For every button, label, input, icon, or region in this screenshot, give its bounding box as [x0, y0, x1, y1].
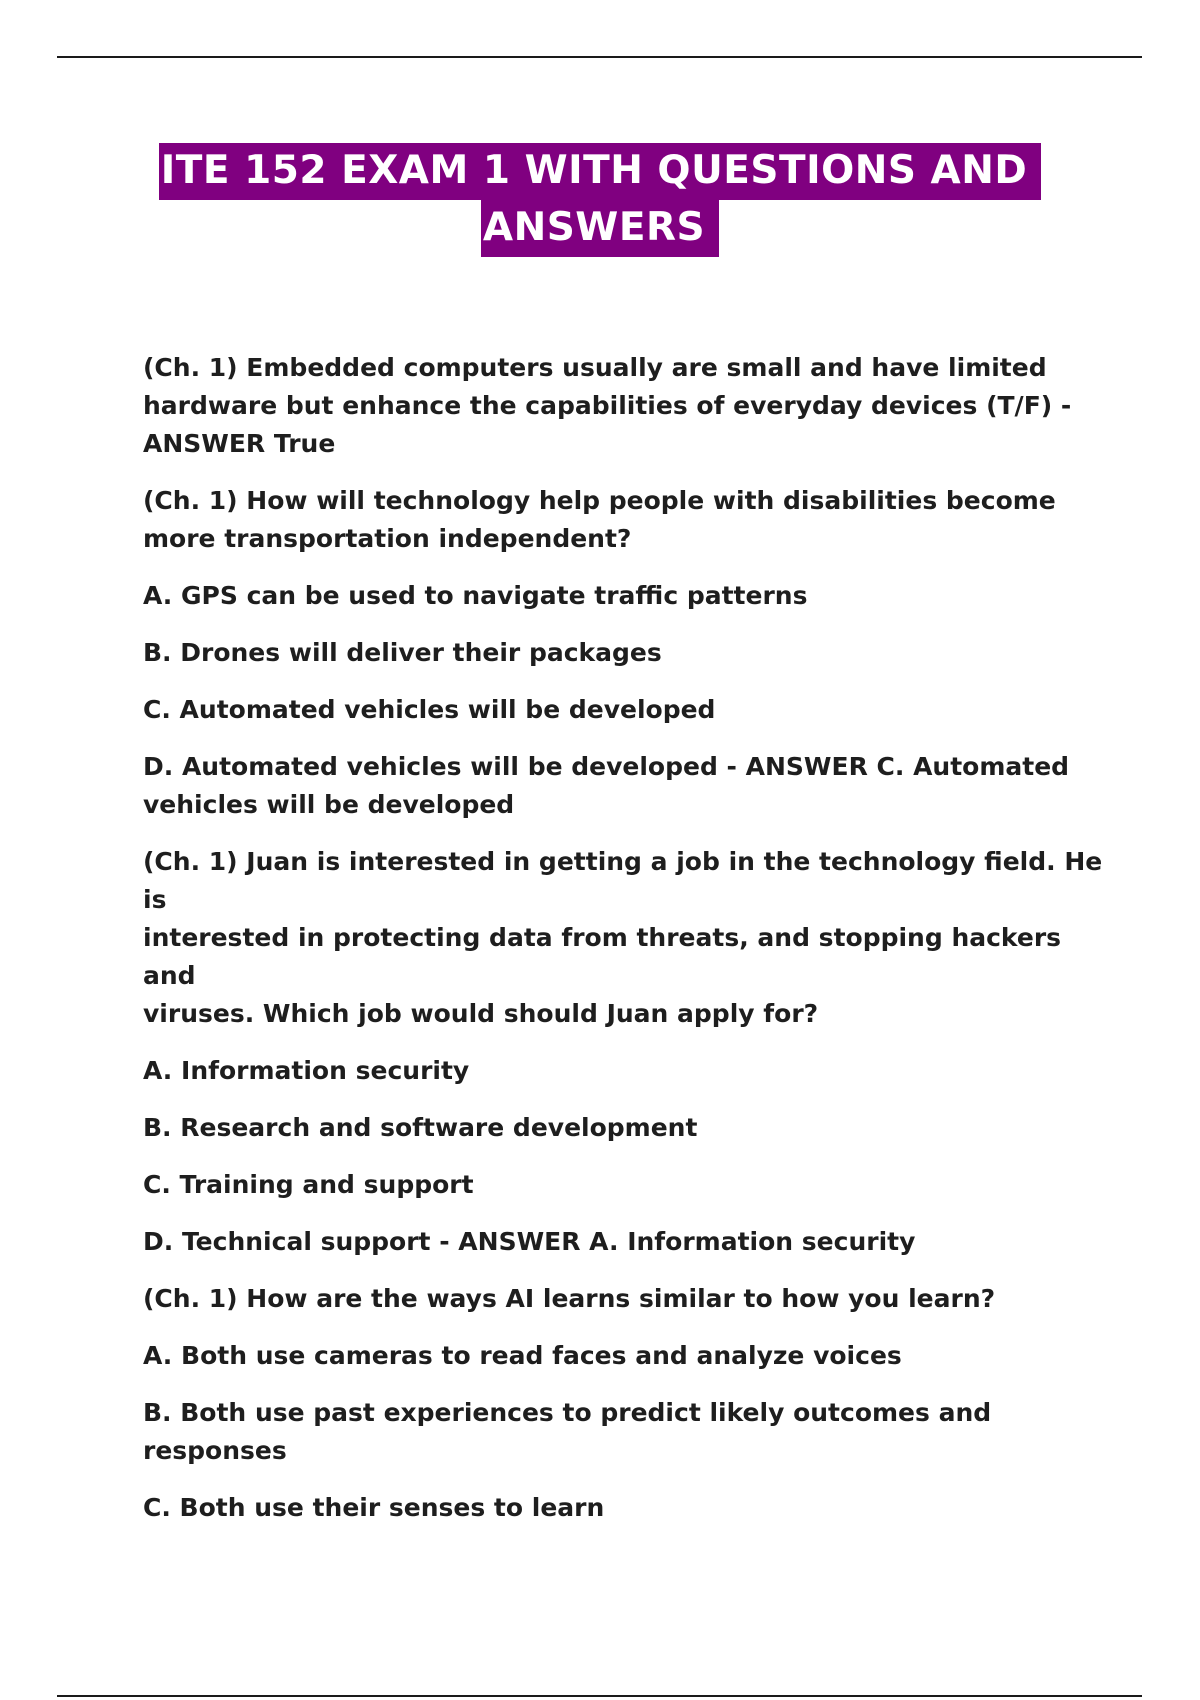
- question-2: (Ch. 1) How will technology help people with disabilities become more transportation independent?: [143, 486, 1056, 553]
- q4-option-a: A. Both use cameras to read faces and analyze voices: [143, 1341, 902, 1370]
- bottom-rule: [57, 1695, 1142, 1697]
- top-rule: [57, 56, 1142, 58]
- q2-option-a: A. GPS can be used to navigate traffic patterns: [143, 581, 808, 610]
- document-body: [143, 349, 1103, 1546]
- q4-option-c: C. Both use their senses to learn: [143, 1493, 605, 1522]
- q2-option-c: C. Automated vehicles will be developed: [143, 695, 716, 724]
- q2-option-b: B. Drones will deliver their packages: [143, 638, 662, 667]
- question-4: (Ch. 1) How are the ways AI learns similar to how you learn?: [143, 1284, 996, 1313]
- document-title: [0, 143, 1200, 257]
- q2-option-d-answer: D. Automated vehicles will be developed - ANSWER C. Automated vehicles will be developed: [143, 752, 1070, 819]
- q3-option-b: B. Research and software development: [143, 1113, 698, 1142]
- q3-option-d-answer: D. Technical support - ANSWER A. Information security: [143, 1227, 916, 1256]
- q3-option-a: A. Information security: [143, 1056, 470, 1085]
- q3-option-c: C. Training and support: [143, 1170, 474, 1199]
- question-3: (Ch. 1) Juan is interested in getting a job in the technology field. He is interested in protecting data from threats, and stopping hackers and viruses. Which job would should Juan apply for?: [143, 847, 1103, 1028]
- title-line-1: ITE 152 EXAM 1 WITH QUESTIONS AND: [159, 143, 1041, 200]
- q4-option-b: B. Both use past experiences to predict likely outcomes and responses: [143, 1398, 992, 1465]
- title-line-2: ANSWERS: [481, 200, 719, 257]
- question-1: (Ch. 1) Embedded computers usually are small and have limited hardware but enhance the capabilities of everyday devices (T/F) - ANSWER True: [143, 353, 1072, 458]
